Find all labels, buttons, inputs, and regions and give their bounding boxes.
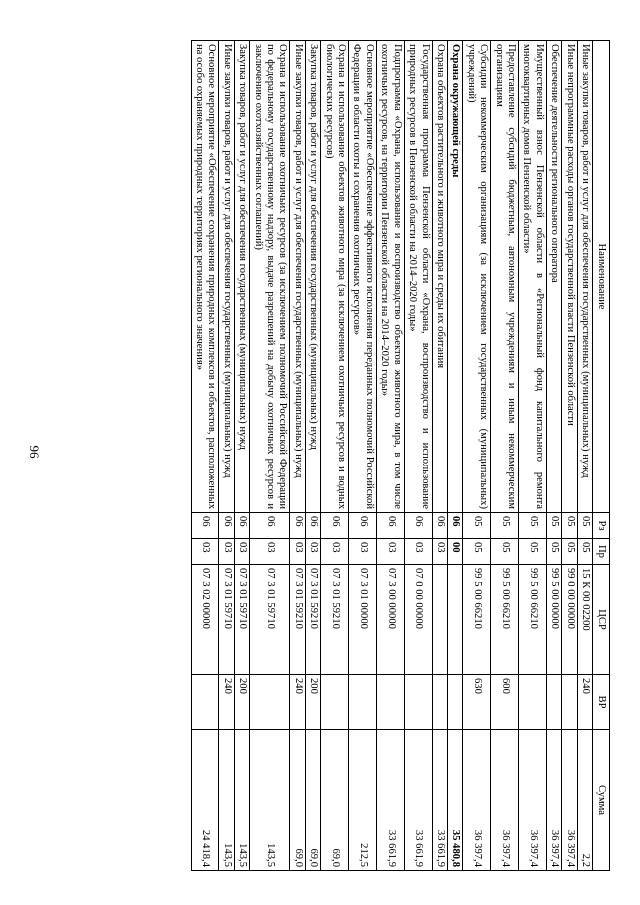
cell-sum: 69,0 bbox=[290, 730, 305, 871]
cell-pr: 00 bbox=[447, 539, 462, 565]
cell-csr: 07 3 01 59210 bbox=[290, 565, 305, 675]
cell-rz: 06 bbox=[404, 513, 432, 539]
cell-name: Иные закупки товаров, работ и услуг для обеспечения государственных (муниципальных) нужд bbox=[577, 41, 592, 513]
cell-rz: 06 bbox=[305, 513, 320, 539]
cell-vr bbox=[191, 675, 219, 730]
cell-name: Имущественный взнос Пензенской области в «Региональный фонд капитального ремонта многоквартирных домов Пензенской области» bbox=[518, 41, 546, 513]
cell-vr bbox=[321, 675, 349, 730]
cell-csr: 07 0 00 00000 bbox=[404, 565, 432, 675]
cell-vr: 240 bbox=[219, 675, 234, 730]
cell-name: Субсидии некоммерческим организациям (за исключением государственных (муниципальных) учреждений) bbox=[463, 41, 491, 513]
cell-vr: 600 bbox=[491, 675, 519, 730]
cell-name: Обеспечение деятельности регионального оператора bbox=[546, 41, 561, 513]
rotated-page-area bbox=[52, 40, 640, 867]
table-row bbox=[491, 41, 519, 871]
cell-name: Охрана окружающей среды bbox=[447, 41, 462, 513]
cell-rz: 05 bbox=[518, 513, 546, 539]
table-row bbox=[577, 41, 592, 871]
cell-name: Иные непрограммные расходы органов государственной власти Пензенской области bbox=[562, 41, 577, 513]
cell-pr: 03 bbox=[290, 539, 305, 565]
cell-vr bbox=[349, 675, 377, 730]
cell-sum: 36 397,4 bbox=[491, 730, 519, 871]
cell-sum: 33 661,9 bbox=[432, 730, 447, 871]
cell-rz: 06 bbox=[376, 513, 404, 539]
cell-rz: 05 bbox=[562, 513, 577, 539]
header-name: Наименование bbox=[593, 41, 610, 513]
cell-sum: 33 661,9 bbox=[404, 730, 432, 871]
cell-rz: 06 bbox=[447, 513, 462, 539]
table-row bbox=[305, 41, 320, 871]
table-row bbox=[349, 41, 377, 871]
cell-csr: 07 3 01 59710 bbox=[219, 565, 234, 675]
cell-rz: 06 bbox=[234, 513, 249, 539]
table-header-row bbox=[593, 41, 610, 871]
cell-vr: 240 bbox=[290, 675, 305, 730]
header-pr: Пр bbox=[593, 539, 610, 565]
table-row bbox=[546, 41, 561, 871]
header-rz: Рз bbox=[593, 513, 610, 539]
cell-name: Предоставление субсидий бюджетным, автономным учреждениям и иным некоммерческим организациям bbox=[491, 41, 519, 513]
cell-pr: 03 bbox=[432, 539, 447, 565]
cell-csr: 07 3 01 59710 bbox=[234, 565, 249, 675]
cell-pr: 03 bbox=[191, 539, 219, 565]
cell-csr: 07 3 00 00000 bbox=[376, 565, 404, 675]
table-row bbox=[562, 41, 577, 871]
cell-sum: 143,5 bbox=[234, 730, 249, 871]
cell-sum: 33 661,9 bbox=[376, 730, 404, 871]
cell-csr: 07 3 01 00000 bbox=[349, 565, 377, 675]
cell-rz: 06 bbox=[191, 513, 219, 539]
cell-name: Охрана и использование охотничьих ресурсов (за исключением полномочий Российской Федерации по федеральному государственному надзору, выдаче разрешений на добычу охотничьих ресурсов и заключению охотхозяйственных соглашений) bbox=[250, 41, 290, 513]
cell-name: Охрана и использование объектов животного мира (за исключением охотничьих ресурсов и водных биологических ресурсов) bbox=[321, 41, 349, 513]
table-row bbox=[290, 41, 305, 871]
table-row bbox=[321, 41, 349, 871]
cell-csr: 15 К 00 02200 bbox=[577, 565, 592, 675]
cell-vr bbox=[562, 675, 577, 730]
cell-name: Иные закупки товаров, работ и услуг для обеспечения государственных (муниципальных) нужд bbox=[290, 41, 305, 513]
cell-name: Иные закупки товаров, работ и услуг для обеспечения государственных (муниципальных) нужд bbox=[219, 41, 234, 513]
header-sum: Сумма bbox=[593, 730, 610, 871]
cell-sum: 24 418,4 bbox=[191, 730, 219, 871]
cell-csr: 99 5 00 00000 bbox=[546, 565, 561, 675]
table-row bbox=[219, 41, 234, 871]
cell-rz: 06 bbox=[290, 513, 305, 539]
cell-csr: 07 3 01 59710 bbox=[250, 565, 290, 675]
cell-csr bbox=[432, 565, 447, 675]
cell-sum: 212,5 bbox=[349, 730, 377, 871]
cell-rz: 05 bbox=[463, 513, 491, 539]
table-row bbox=[432, 41, 447, 871]
cell-vr bbox=[518, 675, 546, 730]
cell-vr bbox=[404, 675, 432, 730]
cell-csr: 99 5 00 66210 bbox=[518, 565, 546, 675]
cell-csr: 07 3 01 59210 bbox=[305, 565, 320, 675]
cell-name: Основное мероприятие «Обеспечение эффективного исполнения переданных полномочий Российской Федерации в области охоты и сохранения охотничьих ресурсов» bbox=[349, 41, 377, 513]
table-row bbox=[250, 41, 290, 871]
cell-vr: 240 bbox=[577, 675, 592, 730]
cell-vr bbox=[250, 675, 290, 730]
cell-sum: 2,2 bbox=[577, 730, 592, 871]
header-vr: ВР bbox=[593, 675, 610, 730]
cell-rz: 06 bbox=[432, 513, 447, 539]
cell-csr: 99 5 00 66210 bbox=[463, 565, 491, 675]
cell-pr: 03 bbox=[376, 539, 404, 565]
budget-table bbox=[191, 40, 610, 871]
cell-pr: 05 bbox=[562, 539, 577, 565]
table-row bbox=[447, 41, 462, 871]
cell-name: Подпрограмма «Охрана, использование и воспроизводство объектов животного мира, в том числе охотничьих ресурсов, на территории Пензенской области на 2014–2020 годы» bbox=[376, 41, 404, 513]
cell-name: Закупка товаров, работ и услуг для обеспечения государственных (муниципальных) нужд bbox=[305, 41, 320, 513]
cell-name: Охрана объектов растительного и животного мира и среды их обитания bbox=[432, 41, 447, 513]
cell-csr: 99 0 00 00000 bbox=[562, 565, 577, 675]
cell-pr: 03 bbox=[321, 539, 349, 565]
cell-pr: 05 bbox=[518, 539, 546, 565]
cell-pr: 05 bbox=[463, 539, 491, 565]
table-row bbox=[234, 41, 249, 871]
cell-pr: 05 bbox=[491, 539, 519, 565]
cell-name: Основное мероприятие «Обеспечение сохранения природных комплексов и объектов, расположенных на особо охраняемых природных территориях регионального значения» bbox=[191, 41, 219, 513]
cell-rz: 06 bbox=[250, 513, 290, 539]
cell-pr: 03 bbox=[234, 539, 249, 565]
table-row bbox=[463, 41, 491, 871]
cell-pr: 03 bbox=[219, 539, 234, 565]
cell-vr bbox=[376, 675, 404, 730]
cell-rz: 05 bbox=[491, 513, 519, 539]
cell-csr: 99 5 00 66210 bbox=[491, 565, 519, 675]
cell-sum: 36 397,4 bbox=[463, 730, 491, 871]
rotated-table-wrapper bbox=[52, 40, 610, 870]
cell-sum: 36 397,4 bbox=[546, 730, 561, 871]
cell-rz: 05 bbox=[546, 513, 561, 539]
cell-pr: 03 bbox=[349, 539, 377, 565]
cell-sum: 36 397,4 bbox=[518, 730, 546, 871]
cell-rz: 06 bbox=[321, 513, 349, 539]
cell-pr: 03 bbox=[305, 539, 320, 565]
cell-vr: 200 bbox=[305, 675, 320, 730]
cell-csr: 07 3 01 59210 bbox=[321, 565, 349, 675]
cell-rz: 06 bbox=[349, 513, 377, 539]
cell-rz: 06 bbox=[219, 513, 234, 539]
cell-vr bbox=[447, 675, 462, 730]
table-row bbox=[518, 41, 546, 871]
cell-vr bbox=[546, 675, 561, 730]
table-row bbox=[404, 41, 432, 871]
cell-sum: 35 480,8 bbox=[447, 730, 462, 871]
table-row bbox=[376, 41, 404, 871]
cell-vr: 630 bbox=[463, 675, 491, 730]
cell-name: Закупка товаров, работ и услуг для обеспечения государственных (муниципальных) нужд bbox=[234, 41, 249, 513]
cell-vr bbox=[432, 675, 447, 730]
page-number: 96 bbox=[27, 445, 42, 459]
cell-pr: 05 bbox=[546, 539, 561, 565]
cell-sum: 69,0 bbox=[305, 730, 320, 871]
cell-vr: 200 bbox=[234, 675, 249, 730]
cell-pr: 05 bbox=[577, 539, 592, 565]
cell-csr bbox=[447, 565, 462, 675]
header-csr: ЦСР bbox=[593, 565, 610, 675]
cell-sum: 36 397,4 bbox=[562, 730, 577, 871]
cell-pr: 03 bbox=[404, 539, 432, 565]
cell-rz: 05 bbox=[577, 513, 592, 539]
cell-csr: 07 3 02 00000 bbox=[191, 565, 219, 675]
cell-sum: 69,0 bbox=[321, 730, 349, 871]
table-row bbox=[191, 41, 219, 871]
cell-sum: 143,5 bbox=[250, 730, 290, 871]
cell-name: Государственная программа Пензенской области «Охрана, воспроизводство и использование природных ресурсов в Пензенской области на 2014–2020 годы» bbox=[404, 41, 432, 513]
cell-pr: 03 bbox=[250, 539, 290, 565]
cell-sum: 143,5 bbox=[219, 730, 234, 871]
